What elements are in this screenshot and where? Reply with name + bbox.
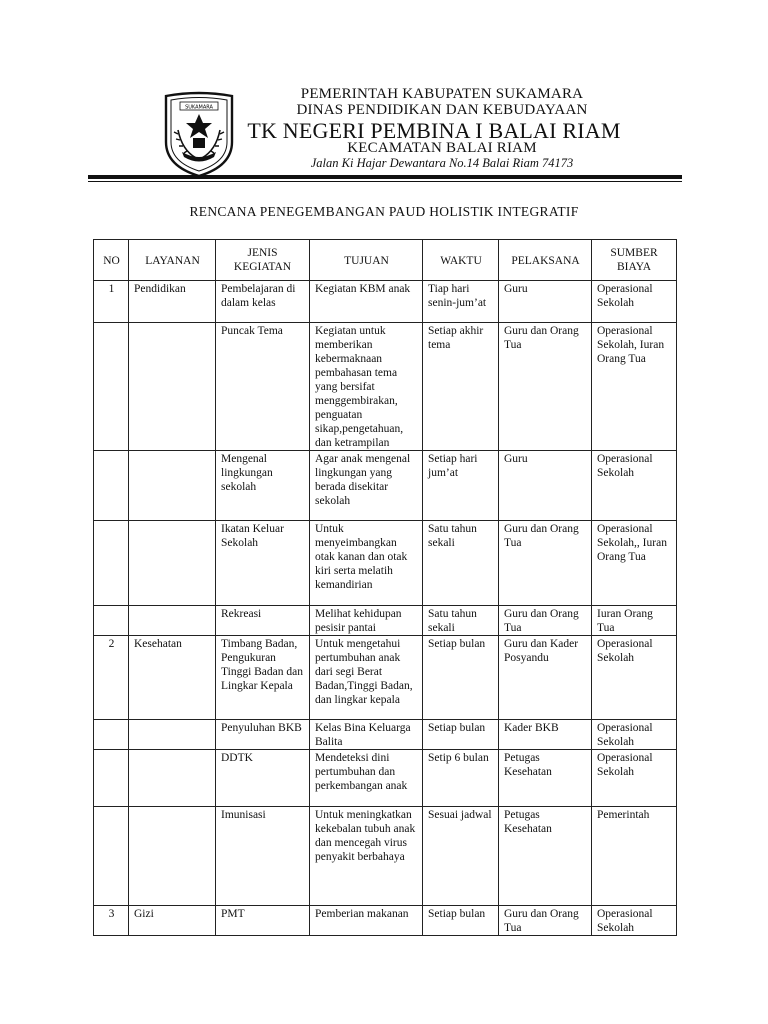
- table-row: [94, 636, 677, 720]
- header-layanan: LAYANAN: [129, 240, 216, 281]
- cell-sumber: Iuran Orang Tua: [592, 606, 677, 636]
- cell-layanan: [129, 807, 216, 906]
- cell-tujuan: Untuk menyeimbangkan otak kanan dan otak kiri serta melatih kemandirian: [310, 521, 423, 606]
- cell-layanan: [129, 750, 216, 807]
- cell-pelaksana: Guru dan Kader Posyandu: [499, 636, 592, 720]
- cell-jenis: Puncak Tema: [216, 323, 310, 451]
- cell-jenis: Timbang Badan, Pengukuran Tinggi Badan dan Lingkar Kepala: [216, 636, 310, 720]
- cell-sumber: Operasional Sekolah,, Iuran Orang Tua: [592, 521, 677, 606]
- cell-pelaksana: Guru: [499, 451, 592, 521]
- cell-layanan: [129, 606, 216, 636]
- cell-jenis: Penyuluhan BKB: [216, 720, 310, 750]
- cell-layanan: [129, 521, 216, 606]
- address-line: Jalan Ki Hajar Dewantara No.14 Balai Riam 74173: [310, 156, 574, 170]
- cell-sumber: Operasional Sekolah: [592, 451, 677, 521]
- cell-pelaksana: Petugas Kesehatan: [499, 807, 592, 906]
- cell-pelaksana: Kader BKB: [499, 720, 592, 750]
- document-title: RENCANA PENEGEMBANGAN PAUD HOLISTIK INTEGRATIF: [189, 204, 579, 219]
- cell-tujuan: Kegiatan untuk memberikan kebermaknaan pembahasan tema yang bersifat menggembirakan, penguatan sikap,pengetahuan, dan ketrampilan: [310, 323, 423, 451]
- plan-table: [93, 239, 677, 936]
- cell-waktu: Tiap hari senin-jum’at: [423, 281, 499, 323]
- cell-sumber: Operasional Sekolah: [592, 281, 677, 323]
- cell-no: 1: [94, 281, 129, 323]
- table-row: [94, 807, 677, 906]
- cell-pelaksana: Petugas Kesehatan: [499, 750, 592, 807]
- cell-no: [94, 807, 129, 906]
- cell-tujuan: Agar anak mengenal lingkungan yang berada disekitar sekolah: [310, 451, 423, 521]
- cell-tujuan: Melihat kehidupan pesisir pantai: [310, 606, 423, 636]
- table-row: [94, 720, 677, 750]
- table-row: [94, 750, 677, 807]
- cell-pelaksana: Guru dan Orang Tua: [499, 323, 592, 451]
- cell-sumber: Operasional Sekolah: [592, 750, 677, 807]
- header-no: NO: [94, 240, 129, 281]
- cell-no: [94, 606, 129, 636]
- cell-pelaksana: Guru dan Orang Tua: [499, 521, 592, 606]
- table-row: [94, 606, 677, 636]
- cell-waktu: Setip 6 bulan: [423, 750, 499, 807]
- header-tujuan: TUJUAN: [310, 240, 423, 281]
- cell-layanan: [129, 323, 216, 451]
- table-header-row: [94, 240, 677, 281]
- cell-layanan: [129, 451, 216, 521]
- cell-no: [94, 720, 129, 750]
- table-row: [94, 323, 677, 451]
- cell-pelaksana: Guru dan Orang Tua: [499, 906, 592, 936]
- cell-sumber: Operasional Sekolah: [592, 720, 677, 750]
- cell-no: [94, 323, 129, 451]
- table-row: [94, 521, 677, 606]
- cell-waktu: Satu tahun sekali: [423, 521, 499, 606]
- header-jenis-kegiatan: JENIS KEGIATAN: [216, 240, 310, 281]
- cell-jenis: Pembelajaran di dalam kelas: [216, 281, 310, 323]
- cell-no: [94, 451, 129, 521]
- cell-waktu: Sesuai jadwal: [423, 807, 499, 906]
- cell-waktu: Setiap akhir tema: [423, 323, 499, 451]
- cell-no: 2: [94, 636, 129, 720]
- table-row: [94, 451, 677, 521]
- cell-sumber: Operasional Sekolah, Iuran Orang Tua: [592, 323, 677, 451]
- cell-waktu: Setiap bulan: [423, 636, 499, 720]
- cell-tujuan: Kelas Bina Keluarga Balita: [310, 720, 423, 750]
- cell-layanan: Gizi: [129, 906, 216, 936]
- cell-jenis: Ikatan Keluar Sekolah: [216, 521, 310, 606]
- header-pelaksana: PELAKSANA: [499, 240, 592, 281]
- cell-layanan: Kesehatan: [129, 636, 216, 720]
- table-row: [94, 906, 677, 936]
- letterhead: [0, 0, 768, 190]
- cell-jenis: PMT: [216, 906, 310, 936]
- cell-jenis: Imunisasi: [216, 807, 310, 906]
- cell-layanan: [129, 720, 216, 750]
- cell-tujuan: Untuk meningkatkan kekebalan tubuh anak dan mencegah virus penyakit berbahaya: [310, 807, 423, 906]
- cell-pelaksana: Guru dan Orang Tua: [499, 606, 592, 636]
- header-waktu: WAKTU: [423, 240, 499, 281]
- cell-sumber: Operasional Sekolah: [592, 636, 677, 720]
- district-line: KECAMATAN BALAI RIAM: [347, 140, 537, 156]
- cell-waktu: Setiap bulan: [423, 720, 499, 750]
- cell-waktu: Satu tahun sekali: [423, 606, 499, 636]
- cell-no: [94, 521, 129, 606]
- cell-tujuan: Pemberian makanan: [310, 906, 423, 936]
- government-line: PEMERINTAH KABUPATEN SUKAMARA: [300, 86, 584, 102]
- cell-waktu: Setiap hari jum’at: [423, 451, 499, 521]
- cell-sumber: Operasional Sekolah: [592, 906, 677, 936]
- letterhead-divider-thick: [88, 175, 682, 179]
- cell-jenis: DDTK: [216, 750, 310, 807]
- cell-jenis: Mengenal lingkungan sekolah: [216, 451, 310, 521]
- school-name: TK NEGERI PEMBINA I BALAI RIAM: [247, 118, 621, 143]
- letterhead-divider-thin: [88, 181, 682, 182]
- cell-jenis: Rekreasi: [216, 606, 310, 636]
- cell-layanan: Pendidikan: [129, 281, 216, 323]
- department-line: DINAS PENDIDIKAN DAN KEBUDAYAAN: [296, 102, 588, 118]
- cell-no: 3: [94, 906, 129, 936]
- cell-pelaksana: Guru: [499, 281, 592, 323]
- logo-text: SUKAMARA: [185, 104, 213, 111]
- cell-tujuan: Mendeteksi dini pertumbuhan dan perkembangan anak: [310, 750, 423, 807]
- cell-tujuan: Untuk mengetahui pertumbuhan anak dari segi Berat Badan,Tinggi Badan, dan lingkar kepala: [310, 636, 423, 720]
- header-sumber-biaya: SUMBER BIAYA: [592, 240, 677, 281]
- table-row: [94, 281, 677, 323]
- cell-no: [94, 750, 129, 807]
- cell-tujuan: Kegiatan KBM anak: [310, 281, 423, 323]
- cell-sumber: Pemerintah: [592, 807, 677, 906]
- cell-waktu: Setiap bulan: [423, 906, 499, 936]
